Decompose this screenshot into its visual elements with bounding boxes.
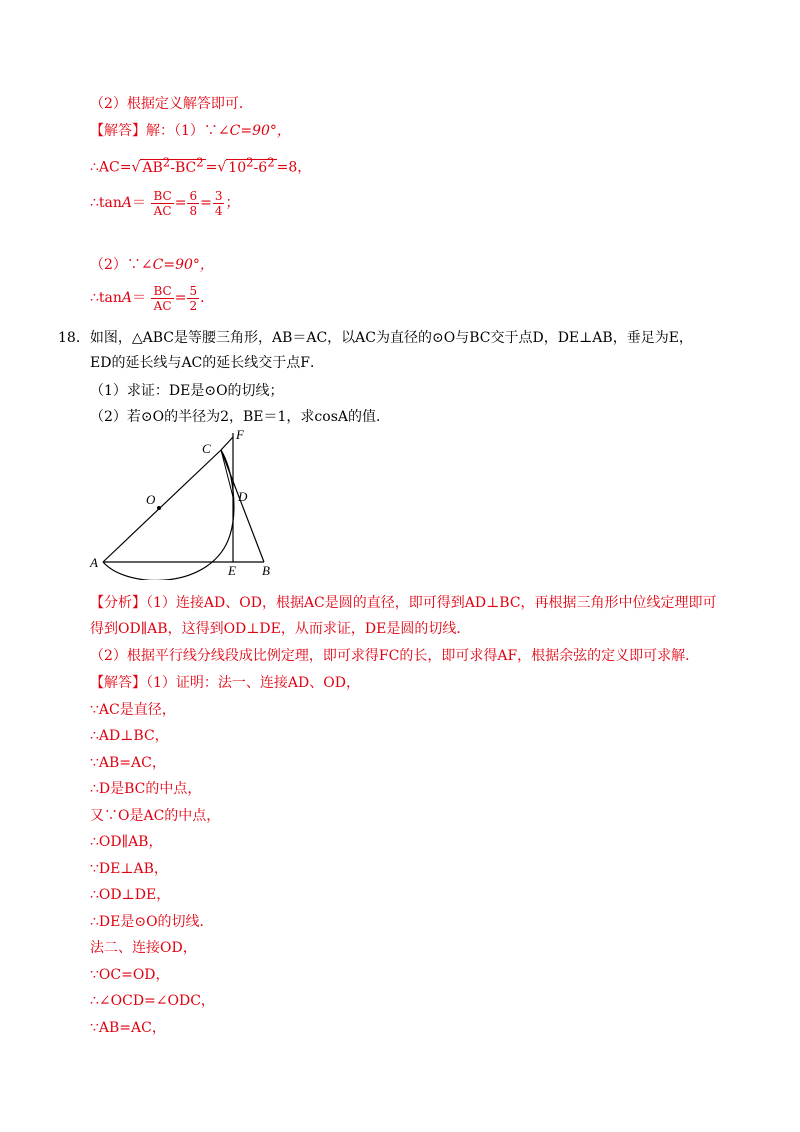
segment-cd bbox=[221, 450, 233, 497]
question-number: 18． bbox=[58, 330, 90, 346]
fraction-bc-ac-2: $\frac{BC}{AC}$ bbox=[153, 283, 172, 313]
analysis-line-3: （2）根据平行线分线段成比例定理，即可求得FC的长，即可求得AF，根据余弦的定义即可求解． bbox=[90, 648, 700, 664]
label-e: E bbox=[228, 563, 236, 578]
stem-line-1: 如图，△ABC是等腰三角形，AB＝AC，以AC为直径的⊙O与BC交于点D，DE⊥AB，垂足为E， bbox=[89, 330, 693, 346]
answer18-tag: 【解答】 bbox=[90, 675, 146, 691]
label-d: D bbox=[238, 489, 248, 504]
proof-line-1: ∵AC是直径， bbox=[90, 702, 176, 718]
center-point-o bbox=[157, 506, 161, 510]
proof-line-3: ∵AB=AC， bbox=[90, 755, 166, 771]
sqrt-1: $AB^2-BC^2$ bbox=[142, 155, 204, 176]
fraction-3-4: $\frac{3}{4}$ bbox=[214, 188, 223, 218]
segment-cb bbox=[221, 450, 264, 562]
stem-line-2: ED的延长线与AC的延长线交于点F． bbox=[90, 355, 324, 371]
question-18-stem bbox=[58, 328, 693, 348]
analysis-tag: 【分析】 bbox=[90, 595, 146, 611]
ac-result: =8， bbox=[276, 159, 312, 176]
segment-cf bbox=[221, 437, 233, 450]
proof-line-6: ∴OD∥AB， bbox=[90, 834, 163, 850]
proof-line-12: ∴∠OCD=∠ODC， bbox=[90, 993, 215, 1009]
question-part-1: （1）求证：DE是⊙O的切线； bbox=[90, 383, 284, 399]
proof-line-2: ∴AD⊥BC， bbox=[90, 728, 169, 744]
analysis-line-2: 得到OD∥AB，这得到OD⊥DE，从而求证，DE是圆的切线． bbox=[90, 621, 471, 637]
label-a: A bbox=[90, 555, 98, 570]
label-o: O bbox=[146, 492, 156, 507]
proof-line-5: 又∵O是AC的中点， bbox=[90, 808, 221, 824]
part2-hint: （2）根据定义解答即可． bbox=[90, 96, 253, 112]
proof-line-8: ∴OD⊥DE， bbox=[90, 887, 171, 903]
ac-equation: ∴AC=√ $AB^2-BC^2$ =√ $10^2-6^2 =8$， bbox=[90, 155, 312, 176]
answer18-head: 【解答】（1）证明：法一、连接AD、OD， bbox=[90, 675, 360, 691]
tan-a-line-2: ∴tanA＝ $\frac{BC}{AC}$ = $\frac{5}{2}$ ． bbox=[90, 283, 215, 313]
tan-a-line: ∴tanA＝ $\frac{BC}{AC}$ = $\frac{6}{8}$ = $\frac{3}{4}$ ； bbox=[90, 188, 240, 218]
fraction-5-2: $\frac{5}{2}$ bbox=[189, 283, 198, 313]
answer-head: 解：（1）∵∠ bbox=[146, 123, 230, 139]
geometry-figure bbox=[88, 425, 288, 580]
label-b: B bbox=[262, 563, 270, 578]
proof-line-11: ∵OC=OD， bbox=[90, 967, 170, 983]
proof-line-7: ∵DE⊥AB， bbox=[90, 861, 168, 877]
proof-line-9: ∴DE是⊙O的切线． bbox=[90, 914, 214, 930]
therefore-ac: ∴AC= bbox=[90, 159, 132, 176]
analysis-line-1: 【分析】（1）连接AD、OD，根据AC是圆的直径，即可得到AD⊥BC，再根据三角形中位线定理即可 bbox=[90, 595, 717, 611]
circle-arc bbox=[103, 450, 234, 580]
answer-line bbox=[90, 121, 291, 141]
fraction-6-8: $\frac{6}{8}$ bbox=[189, 188, 198, 218]
fraction-bc-ac: $\frac{BC}{AC}$ bbox=[153, 188, 172, 218]
angle-c-90: C=90°， bbox=[229, 123, 291, 139]
part2-head: （2）∵∠C=90°， bbox=[90, 257, 214, 273]
answer-tag: 【解答】 bbox=[90, 123, 146, 139]
proof-line-13: ∵AB=AC， bbox=[90, 1020, 166, 1036]
question-part-2: （2）若⊙O的半径为2，BE＝1，求cosA的值． bbox=[90, 409, 391, 425]
segment-ac bbox=[103, 450, 221, 562]
proof-line-10: 法二、连接OD， bbox=[90, 940, 197, 956]
label-f: F bbox=[236, 427, 244, 442]
label-c: C bbox=[202, 441, 211, 456]
proof-line-4: ∴D是BC的中点， bbox=[90, 781, 202, 797]
sqrt-2: $10^2-6^2$ bbox=[228, 155, 275, 176]
